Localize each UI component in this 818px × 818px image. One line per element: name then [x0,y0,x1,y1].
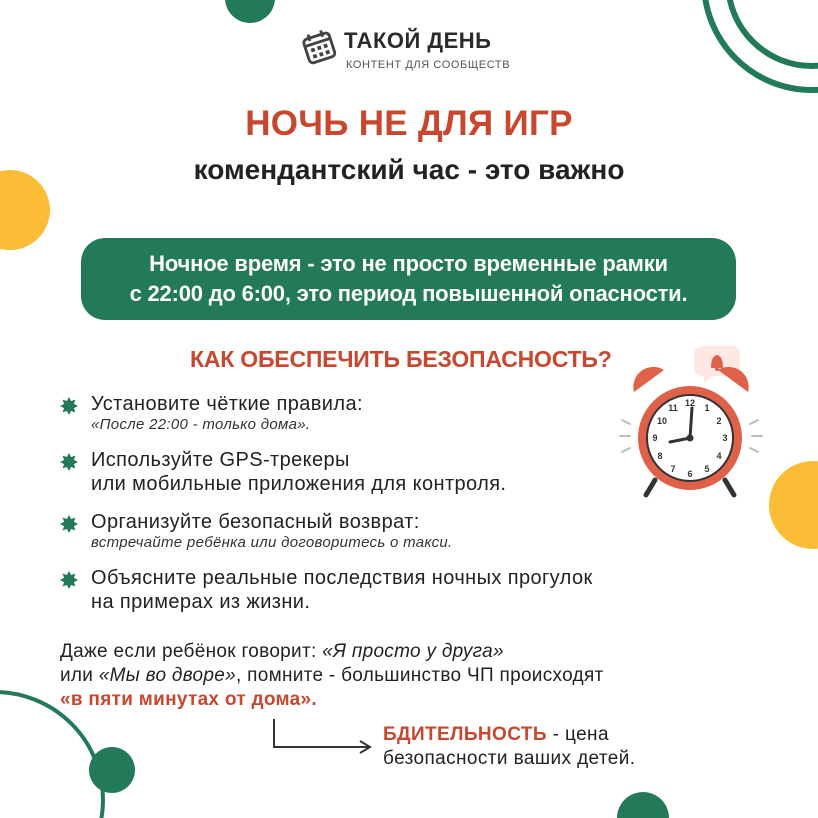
paragraph-text: , помните - большинство ЧП происходят [235,665,604,686]
conclusion-text: - цена [546,724,609,745]
svg-text:2: 2 [716,416,722,426]
brand-subtitle: КОНТЕНТ ДЛЯ СООБЩЕСТВ [346,59,511,71]
svg-text:10: 10 [656,416,668,426]
brand-logo [300,22,540,78]
star-bullet-icon [60,571,78,589]
star-bullet-icon [60,515,78,533]
headline: НОЧЬ НЕ ДЛЯ ИГР [245,104,573,143]
conclusion-text-line-2: безопасности ваших детей. [383,748,636,769]
svg-text:1: 1 [704,403,710,413]
bullet-text-line-2: на примерах из жизни. [91,591,311,613]
highlight-text: «в пяти минутах от дома». [60,689,317,710]
bullet-text: Объясните реальные последствия ночных прогулок [91,567,593,589]
svg-text:12: 12 [684,398,696,408]
bullet-text-line-2: или мобильные приложения для контроля. [91,473,507,495]
deco-green-circle-bottom [617,792,669,818]
paragraph-text: Даже если ребёнок говорит: [60,641,323,662]
banner-line-1: Ночное время - это не просто временные рамки [149,251,668,276]
svg-text:5: 5 [704,464,710,474]
svg-text:11: 11 [668,403,678,413]
list-item [58,510,698,552]
svg-text:4: 4 [716,451,722,461]
svg-text:3: 3 [722,433,728,443]
paragraph-text: или [60,665,99,686]
warning-paragraph [60,640,760,712]
banner-line-2: с 22:00 до 6:00, это период повышенной опасности. [129,281,688,306]
bullet-text: Организуйте безопасный возврат: [91,511,420,533]
info-banner [81,238,736,320]
deco-green-circle-bottom-left [89,747,135,793]
keyword: БДИТЕЛЬНОСТЬ [383,724,547,745]
bullet-text: Установите чёткие правила: [91,393,363,415]
quote-1: «Я просто у друга» [322,641,504,662]
bullet-text: Используйте GPS-трекеры [91,449,350,471]
bullet-list [58,392,698,628]
brand-title: ТАКОЙ ДЕНЬ [344,28,492,53]
svg-text:7: 7 [670,464,676,474]
conclusion [383,723,635,771]
star-bullet-icon [60,453,78,471]
bullet-note: встречайте ребёнка или договоритесь о такси. [91,534,453,551]
list-item [58,392,698,434]
svg-text:8: 8 [657,451,663,461]
bullet-note: «После 22:00 - только дома». [91,416,311,433]
calendar-icon [300,28,338,66]
list-item [58,566,698,614]
svg-text:9: 9 [652,433,658,443]
arrow-icon [270,715,382,755]
list-item [58,448,698,496]
quote-2: «Мы во дворе» [98,665,236,686]
star-bullet-icon [60,397,78,415]
deco-rings-top-right [704,0,818,90]
deco-green-circle-top [225,0,275,23]
section-title: КАК ОБЕСПЕЧИТЬ БЕЗОПАСНОСТЬ? [190,346,612,372]
subheadline: комендантский час - это важно [193,154,625,185]
svg-text:6: 6 [687,469,693,479]
